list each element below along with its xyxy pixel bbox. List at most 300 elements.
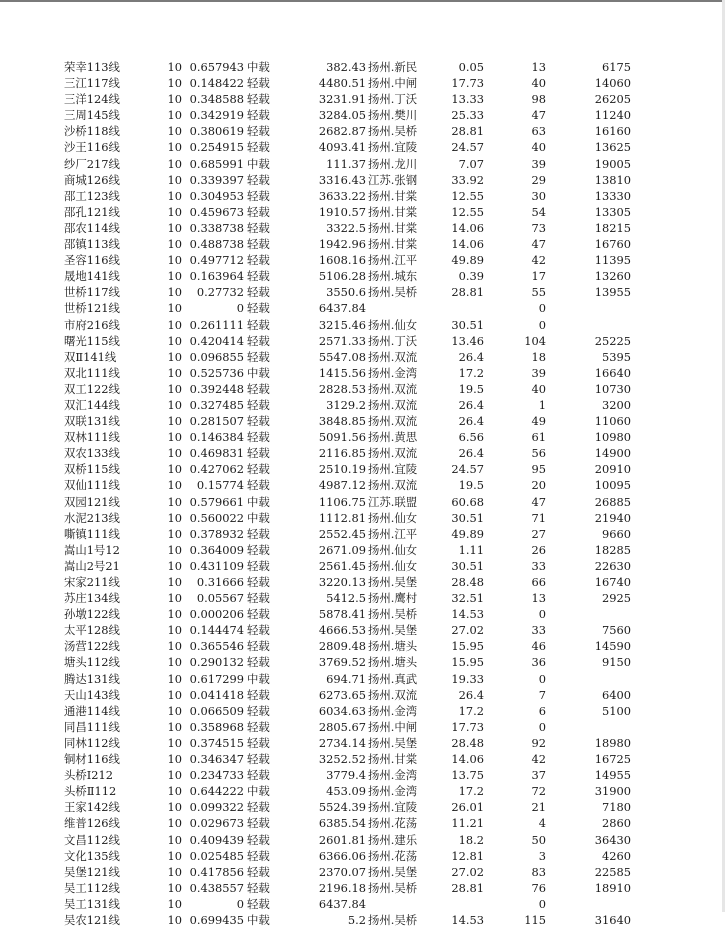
cell-distance: 32.51 <box>451 591 484 606</box>
cell-count: 17 <box>531 269 546 284</box>
table-row <box>0 767 725 783</box>
table-row <box>0 59 725 75</box>
cell-spare-capacity: 2828.53 <box>318 381 366 396</box>
cell-count: 20 <box>531 478 546 493</box>
cell-load-status: 轻载 <box>247 269 270 284</box>
cell-substation: 扬州.双流 <box>368 397 418 412</box>
cell-capacity: 2860 <box>602 816 631 831</box>
cell-spare-capacity: 3322.5 <box>326 220 366 235</box>
cell-load-status: 轻载 <box>247 623 270 638</box>
cell-capacity: 14590 <box>594 639 631 654</box>
table-row <box>0 783 725 799</box>
cell-distance: 26.4 <box>458 397 484 412</box>
cell-substation: 扬州.真武 <box>368 671 418 686</box>
cell-capacity: 2925 <box>602 591 631 606</box>
cell-count: 27 <box>531 526 546 541</box>
table-row <box>0 139 725 155</box>
cell-distance: 26.4 <box>458 446 484 461</box>
cell-capacity: 9150 <box>602 655 631 670</box>
cell-load-rate: 0.438557 <box>189 880 244 895</box>
table-row <box>0 574 725 590</box>
cell-substation: 扬州.仙女 <box>368 558 418 573</box>
cell-spare-capacity: 2809.48 <box>318 639 366 654</box>
cell-distance: 17.73 <box>451 719 484 734</box>
cell-load-status: 轻载 <box>247 188 270 203</box>
cell-capacity: 3200 <box>602 397 631 412</box>
cell-spare-capacity: 5878.41 <box>318 607 366 622</box>
cell-count: 0 <box>538 719 546 734</box>
cell-load-status: 轻载 <box>247 735 270 750</box>
table-row <box>0 880 725 896</box>
cell-spare-capacity: 382.43 <box>326 60 366 74</box>
cell-substation: 扬州.花荡 <box>368 848 418 863</box>
cell-substation: 扬州.城东 <box>368 269 418 284</box>
cell-distance: 6.56 <box>458 430 484 445</box>
cell-spare-capacity: 2196.18 <box>318 880 366 895</box>
cell-voltage: 10 <box>167 188 182 203</box>
cell-load-status: 轻载 <box>247 140 270 155</box>
cell-capacity: 22630 <box>594 558 631 573</box>
cell-substation: 扬州.吴堡 <box>368 735 418 750</box>
cell-voltage: 10 <box>167 784 182 799</box>
table-row <box>0 590 725 606</box>
cell-capacity: 10730 <box>594 381 631 396</box>
cell-load-rate: 0.497712 <box>189 253 244 268</box>
cell-voltage: 10 <box>167 220 182 235</box>
cell-substation: 扬州.吴桥 <box>368 285 418 300</box>
cell-voltage: 10 <box>167 752 182 767</box>
cell-load-status: 轻载 <box>247 220 270 235</box>
cell-capacity: 11240 <box>594 108 631 123</box>
cell-load-rate: 0.025485 <box>189 848 244 863</box>
cell-load-rate: 0.579661 <box>189 494 244 509</box>
cell-load-status: 中载 <box>247 510 270 525</box>
cell-count: 47 <box>531 237 546 252</box>
table-row <box>0 429 725 445</box>
cell-spare-capacity: 6273.65 <box>318 687 366 702</box>
cell-load-rate: 0.409439 <box>189 832 244 847</box>
cell-capacity: 19005 <box>594 156 631 171</box>
cell-substation: 扬州.金湾 <box>368 365 418 380</box>
cell-capacity: 18285 <box>594 542 631 557</box>
table-row <box>0 671 725 687</box>
cell-load-rate: 0.000206 <box>189 607 244 622</box>
cell-line-name: 邵孔121线 <box>64 204 120 219</box>
cell-load-rate: 0.348588 <box>189 92 244 107</box>
cell-load-rate: 0.096855 <box>189 349 244 364</box>
cell-count: 39 <box>531 365 546 380</box>
cell-load-status: 轻载 <box>247 864 270 879</box>
cell-load-rate: 0.560022 <box>189 510 244 525</box>
table-row <box>0 510 725 526</box>
cell-count: 18 <box>531 349 546 364</box>
cell-load-status: 轻载 <box>247 832 270 847</box>
cell-load-rate: 0.685991 <box>189 156 244 171</box>
cell-count: 63 <box>531 124 546 139</box>
cell-voltage: 10 <box>167 558 182 573</box>
cell-line-name: 荣幸113线 <box>64 60 120 74</box>
cell-spare-capacity: 2601.81 <box>318 832 366 847</box>
cell-distance: 24.57 <box>451 140 484 155</box>
cell-load-rate: 0.281507 <box>189 414 244 429</box>
cell-substation: 扬州.甘棠 <box>368 188 418 203</box>
cell-distance: 19.33 <box>451 671 484 686</box>
cell-count: 6 <box>538 703 546 718</box>
cell-voltage: 10 <box>167 542 182 557</box>
cell-line-name: 双汇144线 <box>64 397 120 412</box>
cell-voltage: 10 <box>167 108 182 123</box>
cell-load-status: 轻载 <box>247 768 270 783</box>
cell-load-rate: 0.338738 <box>189 220 244 235</box>
cell-count: 40 <box>531 140 546 155</box>
table-row <box>0 526 725 542</box>
cell-distance: 26.4 <box>458 414 484 429</box>
cell-load-status: 轻载 <box>247 301 270 316</box>
cell-substation: 扬州.黄思 <box>368 430 418 445</box>
cell-spare-capacity: 1608.16 <box>318 253 366 268</box>
cell-spare-capacity: 3848.85 <box>318 414 366 429</box>
cell-load-status: 轻载 <box>247 462 270 477</box>
cell-load-rate: 0 <box>236 896 244 911</box>
cell-line-name: 嵩山2号21 <box>64 558 120 573</box>
cell-voltage: 10 <box>167 172 182 187</box>
cell-load-rate: 0.254915 <box>189 140 244 155</box>
cell-spare-capacity: 2552.45 <box>318 526 366 541</box>
cell-substation: 扬州.鹰村 <box>368 591 418 606</box>
cell-line-name: 吴工131线 <box>64 896 120 911</box>
cell-line-name: 通港114线 <box>64 703 120 718</box>
table-row <box>0 654 725 670</box>
cell-line-name: 沙王116线 <box>64 140 120 155</box>
cell-line-name: 嵩山1号12 <box>64 542 120 557</box>
cell-capacity: 18910 <box>594 880 631 895</box>
cell-voltage: 10 <box>167 414 182 429</box>
cell-load-status: 轻载 <box>247 446 270 461</box>
cell-line-name: 双林111线 <box>64 430 120 445</box>
cell-substation: 扬州.金湾 <box>368 703 418 718</box>
cell-voltage: 10 <box>167 896 182 911</box>
cell-distance: 33.92 <box>451 172 484 187</box>
cell-capacity: 5100 <box>602 703 631 718</box>
cell-count: 29 <box>531 172 546 187</box>
cell-distance: 28.48 <box>451 735 484 750</box>
cell-count: 98 <box>531 92 546 107</box>
cell-load-rate: 0.327485 <box>189 397 244 412</box>
cell-voltage: 10 <box>167 703 182 718</box>
table-row <box>0 638 725 654</box>
cell-load-rate: 0.644222 <box>189 784 244 799</box>
cell-distance: 12.55 <box>451 188 484 203</box>
cell-line-name: 双Ⅱ141线 <box>64 349 117 364</box>
cell-voltage: 10 <box>167 639 182 654</box>
cell-capacity: 16725 <box>594 752 631 767</box>
cell-spare-capacity: 694.71 <box>326 671 366 686</box>
cell-line-name: 邵镇113线 <box>64 237 120 252</box>
cell-load-status: 轻载 <box>247 92 270 107</box>
cell-line-name: 汤营122线 <box>64 639 120 654</box>
cell-spare-capacity: 6034.63 <box>318 703 366 718</box>
cell-load-rate: 0.144474 <box>189 623 244 638</box>
table-row <box>0 397 725 413</box>
cell-capacity: 13260 <box>594 269 631 284</box>
cell-capacity: 26205 <box>594 92 631 107</box>
cell-voltage: 10 <box>167 301 182 316</box>
cell-load-status: 轻载 <box>247 430 270 445</box>
cell-substation: 江苏.张钢 <box>368 172 418 187</box>
cell-count: 7 <box>538 687 546 702</box>
cell-load-status: 轻载 <box>247 687 270 702</box>
cell-capacity: 7560 <box>602 623 631 638</box>
cell-substation: 扬州.甘棠 <box>368 752 418 767</box>
cell-capacity: 11395 <box>594 253 631 268</box>
cell-load-status: 轻载 <box>247 478 270 493</box>
cell-load-status: 中载 <box>247 784 270 799</box>
cell-substation: 扬州.吴桥 <box>368 124 418 139</box>
cell-count: 66 <box>531 575 546 589</box>
cell-spare-capacity: 2561.45 <box>318 558 366 573</box>
table-row <box>0 751 725 767</box>
cell-substation: 扬州.双流 <box>368 414 418 429</box>
cell-substation: 扬州.樊川 <box>368 108 418 123</box>
cell-voltage: 10 <box>167 397 182 412</box>
cell-line-name: 文化135线 <box>64 848 120 863</box>
cell-load-rate: 0.099322 <box>189 800 244 815</box>
table-row <box>0 188 725 204</box>
table-row <box>0 236 725 252</box>
cell-load-rate: 0.163964 <box>189 269 244 284</box>
cell-substation: 扬州.宜陵 <box>368 462 418 477</box>
cell-load-rate: 0.27732 <box>196 285 244 300</box>
cell-voltage: 10 <box>167 60 182 74</box>
cell-count: 56 <box>531 446 546 461</box>
cell-spare-capacity: 3215.46 <box>318 317 366 332</box>
cell-load-status: 轻载 <box>247 349 270 364</box>
cell-load-rate: 0.234733 <box>189 768 244 783</box>
cell-distance: 12.81 <box>451 848 484 863</box>
cell-load-status: 轻载 <box>247 414 270 429</box>
cell-count: 0 <box>538 671 546 686</box>
cell-spare-capacity: 6437.84 <box>318 301 366 316</box>
cell-voltage: 10 <box>167 864 182 879</box>
table-row <box>0 832 725 848</box>
cell-distance: 0.39 <box>458 269 484 284</box>
cell-spare-capacity: 4093.41 <box>318 140 366 155</box>
cell-distance: 30.51 <box>451 510 484 525</box>
cell-spare-capacity: 5524.39 <box>318 800 366 815</box>
cell-spare-capacity: 3633.22 <box>318 188 366 203</box>
cell-count: 46 <box>531 639 546 654</box>
cell-voltage: 10 <box>167 912 182 927</box>
table-row <box>0 156 725 172</box>
cell-spare-capacity: 3779.4 <box>326 768 366 783</box>
cell-capacity: 4260 <box>602 848 631 863</box>
cell-load-rate: 0.041418 <box>189 687 244 702</box>
cell-distance: 11.21 <box>451 816 484 831</box>
cell-load-status: 轻载 <box>247 848 270 863</box>
cell-distance: 49.89 <box>451 526 484 541</box>
cell-capacity: 25225 <box>594 333 631 348</box>
cell-count: 33 <box>531 623 546 638</box>
cell-line-name: 头桥Ⅱ112 <box>64 784 117 799</box>
cell-voltage: 10 <box>167 478 182 493</box>
cell-voltage: 10 <box>167 349 182 364</box>
cell-voltage: 10 <box>167 76 182 91</box>
cell-load-status: 中载 <box>247 912 270 927</box>
cell-capacity: 36430 <box>594 832 631 847</box>
cell-count: 30 <box>531 188 546 203</box>
cell-voltage: 10 <box>167 317 182 332</box>
cell-substation: 扬州.吴桥 <box>368 880 418 895</box>
table-row <box>0 735 725 751</box>
cell-voltage: 10 <box>167 365 182 380</box>
cell-spare-capacity: 3252.52 <box>318 752 366 767</box>
cell-capacity: 16640 <box>594 365 631 380</box>
cell-spare-capacity: 5.2 <box>347 912 366 927</box>
cell-load-rate: 0.417856 <box>189 864 244 879</box>
cell-line-name: 邵工123线 <box>64 188 120 203</box>
cell-count: 0 <box>538 896 546 911</box>
cell-voltage: 10 <box>167 575 182 589</box>
cell-line-name: 苏庄134线 <box>64 591 120 606</box>
cell-substation: 扬州.江平 <box>368 526 418 541</box>
cell-substation: 扬州.江平 <box>368 253 418 268</box>
cell-load-status: 轻载 <box>247 204 270 219</box>
cell-count: 55 <box>531 285 546 300</box>
cell-count: 13 <box>531 60 546 74</box>
cell-capacity: 22585 <box>594 864 631 879</box>
cell-spare-capacity: 3129.2 <box>326 397 366 412</box>
cell-distance: 13.75 <box>451 768 484 783</box>
cell-distance: 14.06 <box>451 220 484 235</box>
cell-count: 36 <box>531 655 546 670</box>
cell-spare-capacity: 4480.51 <box>318 76 366 91</box>
cell-substation: 扬州.宜陵 <box>368 140 418 155</box>
cell-distance: 17.2 <box>458 784 484 799</box>
table-row <box>0 687 725 703</box>
cell-distance: 13.33 <box>451 92 484 107</box>
cell-substation: 扬州.双流 <box>368 478 418 493</box>
cell-distance: 28.81 <box>451 285 484 300</box>
table-row <box>0 75 725 91</box>
table-row <box>0 300 725 316</box>
cell-substation: 扬州.仙女 <box>368 317 418 332</box>
cell-distance: 24.57 <box>451 462 484 477</box>
cell-load-status: 轻载 <box>247 333 270 348</box>
cell-distance: 13.46 <box>451 333 484 348</box>
cell-load-rate: 0.304953 <box>189 188 244 203</box>
table-row <box>0 799 725 815</box>
cell-spare-capacity: 2116.85 <box>318 446 366 461</box>
table-row <box>0 220 725 236</box>
cell-load-rate: 0.365546 <box>189 639 244 654</box>
cell-capacity: 14955 <box>594 768 631 783</box>
cell-line-name: 嘶镇111线 <box>64 526 120 541</box>
cell-load-status: 轻载 <box>247 655 270 670</box>
cell-spare-capacity: 1942.96 <box>318 237 366 252</box>
table-row <box>0 381 725 397</box>
cell-line-name: 双工122线 <box>64 381 120 396</box>
cell-load-rate: 0.469831 <box>189 446 244 461</box>
cell-voltage: 10 <box>167 92 182 107</box>
cell-capacity: 18980 <box>594 735 631 750</box>
cell-load-status: 中载 <box>247 671 270 686</box>
cell-count: 0 <box>538 301 546 316</box>
table-row <box>0 252 725 268</box>
cell-spare-capacity: 5547.08 <box>318 349 366 364</box>
table-row <box>0 815 725 831</box>
cell-voltage: 10 <box>167 655 182 670</box>
cell-substation: 扬州.建乐 <box>368 832 418 847</box>
cell-load-status: 轻载 <box>247 719 270 734</box>
cell-count: 72 <box>531 784 546 799</box>
cell-voltage: 10 <box>167 140 182 155</box>
cell-spare-capacity: 4987.12 <box>318 478 366 493</box>
cell-capacity: 16760 <box>594 237 631 252</box>
cell-spare-capacity: 2571.33 <box>318 333 366 348</box>
cell-substation: 扬州.中闸 <box>368 76 418 91</box>
cell-line-name: 吴工112线 <box>64 880 120 895</box>
cell-distance: 17.2 <box>458 703 484 718</box>
cell-spare-capacity: 3550.6 <box>326 285 366 300</box>
cell-load-status: 轻载 <box>247 816 270 831</box>
cell-line-name: 邵农114线 <box>64 220 120 235</box>
cell-load-rate: 0.029673 <box>189 816 244 831</box>
table-row <box>0 461 725 477</box>
cell-substation: 扬州.丁沃 <box>368 92 418 107</box>
cell-distance: 60.68 <box>451 494 484 509</box>
cell-line-name: 塘头112线 <box>64 655 120 670</box>
cell-substation: 扬州.吴堡 <box>368 864 418 879</box>
table-row <box>0 719 725 735</box>
cell-load-rate: 0.364009 <box>189 542 244 557</box>
cell-count: 115 <box>524 912 546 927</box>
cell-spare-capacity: 2682.87 <box>318 124 366 139</box>
cell-capacity: 10980 <box>594 430 631 445</box>
cell-distance: 1.11 <box>458 542 484 557</box>
cell-distance: 15.95 <box>451 655 484 670</box>
cell-substation: 扬州.金湾 <box>368 784 418 799</box>
cell-voltage: 10 <box>167 333 182 348</box>
cell-count: 104 <box>524 333 546 348</box>
cell-count: 92 <box>531 735 546 750</box>
cell-line-name: 吴农121线 <box>64 912 120 927</box>
cell-distance: 26.4 <box>458 349 484 364</box>
cell-voltage: 10 <box>167 832 182 847</box>
cell-distance: 28.81 <box>451 124 484 139</box>
cell-count: 73 <box>531 220 546 235</box>
table-row <box>0 91 725 107</box>
cell-line-name: 水泥213线 <box>64 510 120 525</box>
cell-distance: 25.33 <box>451 108 484 123</box>
cell-count: 47 <box>531 108 546 123</box>
cell-capacity: 13305 <box>594 204 631 219</box>
cell-load-status: 轻载 <box>247 558 270 573</box>
cell-count: 76 <box>531 880 546 895</box>
cell-voltage: 10 <box>167 671 182 686</box>
cell-distance: 15.95 <box>451 639 484 654</box>
cell-spare-capacity: 2671.09 <box>318 542 366 557</box>
cell-spare-capacity: 1106.75 <box>318 494 366 509</box>
cell-substation: 扬州.仙女 <box>368 542 418 557</box>
cell-load-rate: 0.420414 <box>189 333 244 348</box>
spreadsheet-table <box>0 59 725 928</box>
cell-spare-capacity: 1112.81 <box>318 510 366 525</box>
table-row <box>0 896 725 912</box>
cell-voltage: 10 <box>167 719 182 734</box>
cell-spare-capacity: 3769.52 <box>318 655 366 670</box>
cell-voltage: 10 <box>167 768 182 783</box>
cell-capacity: 6400 <box>602 687 631 702</box>
